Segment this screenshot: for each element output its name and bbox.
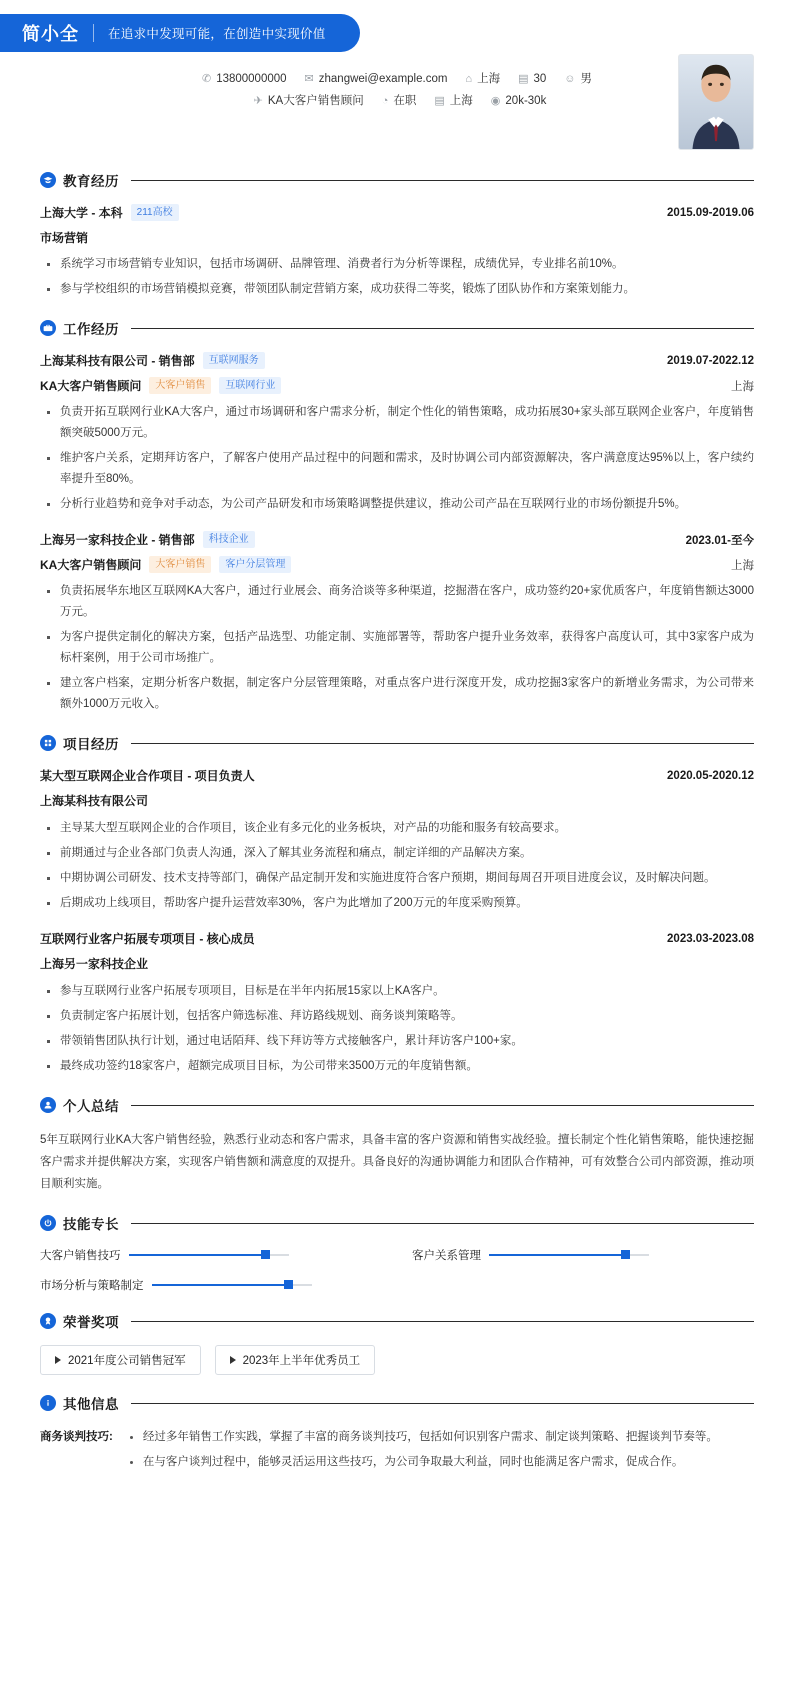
contact-item	[465, 68, 500, 90]
education-entry	[40, 204, 754, 300]
honor-label: 2021年度公司销售冠军	[68, 1355, 186, 1367]
role-tag: 客户分层管理	[219, 556, 291, 573]
contact-value: zhangwei@example.com	[318, 73, 448, 85]
award-icon	[40, 1313, 56, 1329]
bullet-item: 建立客户档案，定期分析客户数据，制定客户分层管理策略，对重点客户进行深度开发，成功挖掘3家客户的新增业务需求，为公司带来额外1000万元收入。	[44, 673, 754, 715]
info-icon	[40, 1395, 56, 1411]
bullet-item: 系统学习市场营销专业知识，包括市场调研、品牌管理、消费者行为分析等课程，成绩优异，专业排名前10%。	[44, 254, 754, 275]
briefcase-icon	[40, 320, 56, 336]
skill-slider-track[interactable]	[129, 1254, 289, 1256]
contact-item	[382, 90, 417, 112]
job-location: 上海	[731, 559, 754, 572]
major-name: 市场营销	[40, 231, 89, 245]
section-work	[0, 318, 794, 715]
entry-left	[40, 556, 291, 573]
skill-slider-knob[interactable]	[261, 1250, 270, 1259]
section-title: 工作经历	[63, 322, 119, 337]
bullet-item: 中期协调公司研发、技术支持等部门，确保产品定制开发和实施进度符合客户预期，期间每周召开项目进度会议，及时解决问题。	[44, 868, 754, 889]
bullet-list	[44, 981, 754, 1077]
calendar-icon: ▤	[518, 72, 529, 85]
person-icon	[40, 1097, 56, 1113]
section-rule	[131, 180, 754, 181]
section-education	[0, 170, 794, 300]
role-tag: 大客户销售	[149, 556, 211, 573]
power-icon	[40, 1215, 56, 1231]
avatar-illustration	[679, 55, 753, 149]
contact-item	[491, 90, 547, 112]
work-entry	[40, 352, 754, 515]
bullet-item: 为客户提供定制化的解决方案，包括产品选型、功能定制、实施部署等，帮助客户提升业务效率，获得客户高度认可，其中3家客户成为标杆案例，用于公司市场推广。	[44, 627, 754, 669]
section-title: 教育经历	[63, 174, 119, 189]
salary-icon: ◉	[490, 94, 501, 107]
section-header-education	[40, 170, 754, 190]
honor-label: 2023年上半年优秀员工	[242, 1355, 361, 1367]
bullet-item: 分析行业趋势和竞争对手动态，为公司产品研发和市场策略调整提供建议，推动公司产品在互联网行业的市场份额提升5%。	[44, 494, 754, 515]
section-header-skills	[40, 1213, 754, 1233]
work-entries	[40, 352, 754, 715]
candidate-name: 简小全	[22, 24, 79, 44]
section-header-summary	[40, 1095, 754, 1115]
skill-slider-knob[interactable]	[284, 1280, 293, 1289]
contact-value: KA大客户销售顾问	[267, 95, 364, 107]
status-icon: ◔	[381, 94, 389, 107]
section-rule	[131, 328, 754, 329]
section-rule	[131, 1403, 754, 1404]
bullet-list	[44, 254, 754, 300]
skill-label: 大客户销售技巧	[40, 1250, 121, 1262]
bullet-item: 负责制定客户拓展计划，包括客户筛选标准、拜访路线规划、商务谈判策略等。	[44, 1006, 754, 1027]
skill-item	[40, 1277, 382, 1293]
city-icon: ▤	[434, 94, 445, 107]
section-skills	[0, 1213, 794, 1293]
phone-icon: ✆	[201, 72, 212, 85]
skills-grid	[40, 1247, 754, 1293]
job-location: 上海	[731, 380, 754, 393]
section-summary	[0, 1095, 794, 1195]
contact-row-secondary	[40, 90, 754, 112]
contact-value: 上海	[477, 73, 501, 85]
entry-header	[40, 767, 754, 784]
entry-subheader	[40, 377, 754, 394]
bullet-item: 在与客户谈判过程中，能够灵活运用这些技巧，为公司争取最大利益，同时也能满足客户需求，促成合作。	[127, 1452, 754, 1473]
section-title: 荣誉奖项	[63, 1315, 119, 1330]
school-tag: 211高校	[131, 204, 179, 221]
section-title: 项目经历	[63, 737, 119, 752]
entry-header	[40, 930, 754, 947]
section-title: 技能专长	[63, 1217, 119, 1232]
other-info-label: 商务谈判技巧:	[40, 1431, 113, 1443]
bullet-item: 后期成功上线项目，帮助客户提升运营效率30%，客户为此增加了200万元的年度采购预算。	[44, 893, 754, 914]
entry-left	[40, 767, 255, 784]
play-triangle-icon	[230, 1356, 236, 1364]
other-info-row	[40, 1427, 754, 1477]
honors-list	[40, 1345, 754, 1375]
bullet-item: 负责拓展华东地区互联网KA大客户，通过行业展会、商务洽谈等多种渠道，挖掘潜在客户，成功签约20+家优质客户，年度销售额达3000万元。	[44, 581, 754, 623]
bullet-list	[44, 581, 754, 715]
grid-icon	[40, 735, 56, 751]
home-icon: ⌂	[465, 72, 473, 85]
section-title: 其他信息	[63, 1397, 119, 1412]
role-tag: 大客户销售	[149, 377, 211, 394]
contact-item	[305, 68, 448, 90]
project-org: 上海另一家科技企业	[40, 957, 149, 971]
skill-slider-track[interactable]	[152, 1284, 312, 1286]
school-name: 上海大学 - 本科	[40, 206, 123, 220]
contact-item	[434, 90, 472, 112]
bullet-item: 经过多年销售工作实践，掌握了丰富的商务谈判技巧，包括如何识别客户需求、制定谈判策略、把握谈判节奏等。	[127, 1427, 754, 1448]
summary-text: 5年互联网行业KA大客户销售经验，熟悉行业动态和客户需求，具备丰富的客户资源和销售实战经验。擅长制定个性化销售策略，能快速挖掘客户需求并提供解决方案，实现客户销售额和满意度的双提升。具备良好的沟通协调能力和团队合作精神，可有效整合公司内部资源，推动项目顺利实施。	[40, 1134, 754, 1190]
bullet-item: 前期通过与企业各部门负责人沟通，深入了解其业务流程和痛点，制定详细的产品解决方案。	[44, 843, 754, 864]
section-projects	[0, 733, 794, 1077]
play-triangle-icon	[55, 1356, 61, 1364]
company-tag: 科技企业	[203, 531, 255, 548]
entry-date: 2019.07-2022.12	[667, 354, 754, 367]
entry-left	[40, 531, 255, 548]
skill-slider-knob[interactable]	[621, 1250, 630, 1259]
entry-subheader	[40, 556, 754, 573]
bullet-list	[44, 402, 754, 515]
skill-slider-fill	[152, 1284, 288, 1286]
contact-item	[254, 90, 364, 112]
graduation-cap-icon	[40, 172, 56, 188]
section-rule	[131, 1223, 754, 1224]
entry-header	[40, 352, 754, 369]
education-entries	[40, 204, 754, 300]
section-header-projects	[40, 733, 754, 753]
skill-slider-track[interactable]	[489, 1254, 649, 1256]
contact-value: 30	[533, 73, 547, 85]
section-rule	[131, 743, 754, 744]
project-name: 某大型互联网企业合作项目 - 项目负责人	[40, 769, 255, 783]
bullet-list	[127, 1427, 754, 1473]
contact-value: 20k-30k	[505, 95, 547, 107]
header-banner	[0, 14, 360, 52]
skill-slider-fill	[129, 1254, 265, 1256]
entry-header	[40, 204, 754, 221]
skill-item	[412, 1247, 754, 1263]
email-icon: ✉	[304, 72, 314, 85]
project-entry	[40, 767, 754, 914]
bullet-item: 最终成功签约18家客户，超额完成项目目标，为公司带来3500万元的年度销售额。	[44, 1056, 754, 1077]
contact-item	[564, 68, 592, 90]
contact-value: 男	[580, 73, 593, 85]
entry-date: 2020.05-2020.12	[667, 769, 754, 782]
section-title: 个人总结	[63, 1099, 119, 1114]
bullet-item: 主导某大型互联网企业的合作项目，该企业有多元化的业务板块，对产品的功能和服务有较高要求。	[44, 818, 754, 839]
work-entry	[40, 531, 754, 715]
bullet-item: 参与学校组织的市场营销模拟竞赛，带领团队制定营销方案，成功获得二等奖，锻炼了团队协作和方案策划能力。	[44, 279, 754, 300]
banner-divider	[93, 24, 94, 42]
project-entry	[40, 930, 754, 1077]
bullet-item: 带领销售团队执行计划，通过电话陌拜、线下拜访等方式接触客户，累计拜访客户100+家。	[44, 1031, 754, 1052]
gender-icon: ☺	[564, 72, 576, 85]
honor-item	[40, 1345, 201, 1375]
entry-date: 2015.09-2019.06	[667, 206, 754, 219]
skill-label: 市场分析与策略制定	[40, 1280, 144, 1292]
honor-item	[215, 1345, 376, 1375]
bullet-item: 参与互联网行业客户拓展专项项目，目标是在半年内拓展15家以上KA客户。	[44, 981, 754, 1002]
contact-row-primary	[40, 68, 754, 90]
job-role: KA大客户销售顾问	[40, 558, 142, 572]
bullet-item: 负责开拓互联网行业KA大客户，通过市场调研和客户需求分析，制定个性化的销售策略，成功拓展30+家头部互联网企业客户，年度销售额突破5000万元。	[44, 402, 754, 444]
section-rule	[131, 1105, 754, 1106]
entry-left	[40, 352, 265, 369]
contact-value: 上海	[449, 95, 473, 107]
bullet-item: 维护客户关系，定期拜访客户，了解客户使用产品过程中的问题和需求，及时协调公司内部资源解决，客户满意度达95%以上，客户续约率提升至80%。	[44, 448, 754, 490]
company-name: 上海某科技有限公司 - 销售部	[40, 354, 195, 368]
section-header-work	[40, 318, 754, 338]
skill-slider-fill	[489, 1254, 625, 1256]
section-other	[0, 1393, 794, 1477]
section-honors	[0, 1311, 794, 1375]
contact-item	[518, 68, 546, 90]
contact-item	[202, 68, 287, 90]
header-banner-wrap	[0, 0, 794, 52]
other-info-bullets	[123, 1427, 754, 1477]
entry-left	[40, 204, 179, 221]
contact-block	[0, 52, 794, 152]
entry-left	[40, 377, 281, 394]
company-name: 上海另一家科技企业 - 销售部	[40, 533, 195, 547]
bullet-list	[44, 818, 754, 914]
project-name: 互联网行业客户拓展专项项目 - 核心成员	[40, 932, 255, 946]
entry-header	[40, 531, 754, 548]
project-entries	[40, 767, 754, 1077]
entry-date: 2023.01-至今	[685, 534, 754, 547]
skill-label: 客户关系管理	[412, 1250, 481, 1262]
job-role: KA大客户销售顾问	[40, 379, 142, 393]
section-rule	[131, 1321, 754, 1322]
skill-item	[40, 1247, 382, 1263]
contact-value: 13800000000	[216, 73, 287, 85]
company-tag: 互联网服务	[203, 352, 265, 369]
avatar	[678, 54, 754, 150]
header-slogan: 在追求中发现可能，在创造中实现价值	[108, 27, 326, 41]
section-header-honors	[40, 1311, 754, 1331]
section-header-other	[40, 1393, 754, 1413]
entry-left	[40, 930, 255, 947]
role-tag: 互联网行业	[219, 377, 281, 394]
position-icon: ✈	[253, 94, 263, 107]
entry-date: 2023.03-2023.08	[667, 932, 754, 945]
project-org: 上海某科技有限公司	[40, 794, 149, 808]
contact-value: 在职	[393, 95, 417, 107]
